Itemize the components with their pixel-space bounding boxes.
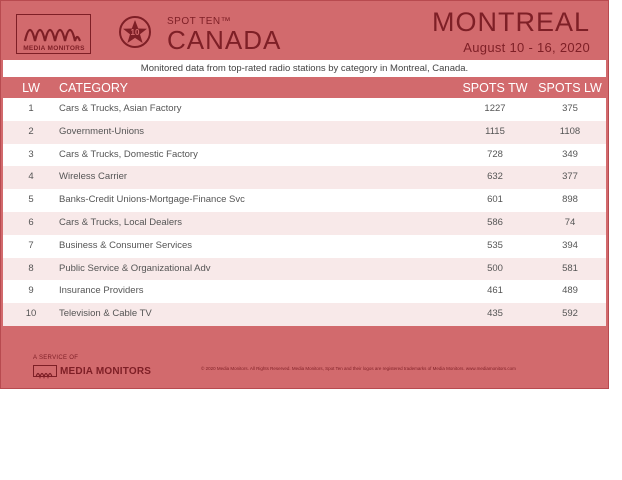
cell-spots-lw: 898 <box>562 194 578 206</box>
cell-lw: 8 <box>28 262 34 274</box>
cell-category: Television & Cable TV <box>59 308 152 320</box>
table-row <box>3 212 606 235</box>
cell-category: Business & Consumer Services <box>59 239 193 251</box>
media-monitors-mark <box>33 365 57 377</box>
cell-spots-lw: 377 <box>562 171 578 183</box>
cell-spots-tw: 461 <box>487 285 503 297</box>
table-row <box>3 258 606 281</box>
cell-spots-tw: 1227 <box>484 103 506 114</box>
table-row <box>3 121 606 144</box>
cell-spots-tw: 1115 <box>485 125 505 137</box>
copyright-notice: © 2020 Media Monitors. All Rights Reserved. Media Monitors, Spot Ten and their logos are registered trademarks of Media Monitors. www.mediamonitors.com <box>201 366 516 371</box>
cell-spots-tw: 435 <box>487 308 503 320</box>
cell-lw: 4 <box>28 171 34 183</box>
cell-lw: 5 <box>28 194 34 206</box>
subtitle-bar <box>3 60 606 77</box>
cell-lw: 2 <box>28 125 34 137</box>
country-title: CANADA <box>167 25 282 55</box>
cell-spots-lw: 349 <box>562 148 578 160</box>
column-header-lw: LW <box>22 81 40 95</box>
column-header-spots-tw: SPOTS TW <box>462 81 528 95</box>
cell-spots-lw: 489 <box>562 285 578 297</box>
cell-spots-tw: 535 <box>487 239 503 251</box>
cell-spots-lw: 375 <box>562 103 578 114</box>
table-row <box>3 303 606 326</box>
table-row <box>3 189 606 212</box>
cell-category: Wireless Carrier <box>59 171 128 183</box>
cell-lw: 6 <box>28 216 34 228</box>
service-label: A SERVICE OF <box>33 355 79 361</box>
cell-spots-lw: 581 <box>562 262 578 274</box>
spot-ten-badge <box>119 16 151 48</box>
table-row <box>3 98 606 121</box>
table-row <box>3 144 606 167</box>
cell-category: Government-Unions <box>59 125 145 137</box>
footer-brand: MEDIA MONITORS <box>60 366 152 377</box>
column-header-category: CATEGORY <box>59 81 128 95</box>
cell-spots-tw: 601 <box>487 194 503 206</box>
cell-lw: 3 <box>28 148 34 160</box>
cell-lw: 10 <box>25 308 37 320</box>
cell-category: Cars & Trucks, Domestic Factory <box>59 148 198 160</box>
spot-ten-label: SPOT TEN™ <box>167 16 232 27</box>
table-row <box>3 280 606 303</box>
cell-spots-lw: 394 <box>562 239 578 251</box>
table-row <box>3 235 606 258</box>
cell-category: Cars & Trucks, Local Dealers <box>59 216 183 228</box>
cell-lw: 7 <box>28 239 34 251</box>
date-range: August 10 - 16, 2020 <box>463 40 590 55</box>
waveform-mark-icon <box>34 369 56 379</box>
cell-spots-tw: 500 <box>487 262 503 274</box>
cell-category: Banks-Credit Unions-Mortgage-Finance Svc <box>59 194 245 206</box>
cell-spots-tw: 586 <box>487 216 503 228</box>
logo-label: MEDIA MONITORS <box>23 45 85 52</box>
cell-category: Cars & Trucks, Asian Factory <box>59 103 182 114</box>
cell-spots-lw: 74 <box>564 216 576 228</box>
ranking-table <box>3 98 606 326</box>
table-row <box>3 166 606 189</box>
cell-spots-tw: 728 <box>487 148 503 160</box>
cell-spots-lw: 1108 <box>559 125 581 137</box>
column-header-spots-lw: SPOTS LW <box>538 81 602 95</box>
cell-spots-lw: 592 <box>562 308 578 320</box>
cell-lw: 1 <box>28 103 34 114</box>
cell-category: Public Service & Organizational Adv <box>59 262 211 274</box>
cell-spots-tw: 632 <box>487 171 503 183</box>
cell-lw: 9 <box>28 285 34 297</box>
badge-number: 10 <box>130 28 140 37</box>
cell-category: Insurance Providers <box>59 285 144 297</box>
city-title: MONTREAL <box>431 7 590 37</box>
subtitle: Monitored data from top-rated radio stations by category in Montreal, Canada. <box>140 63 469 74</box>
